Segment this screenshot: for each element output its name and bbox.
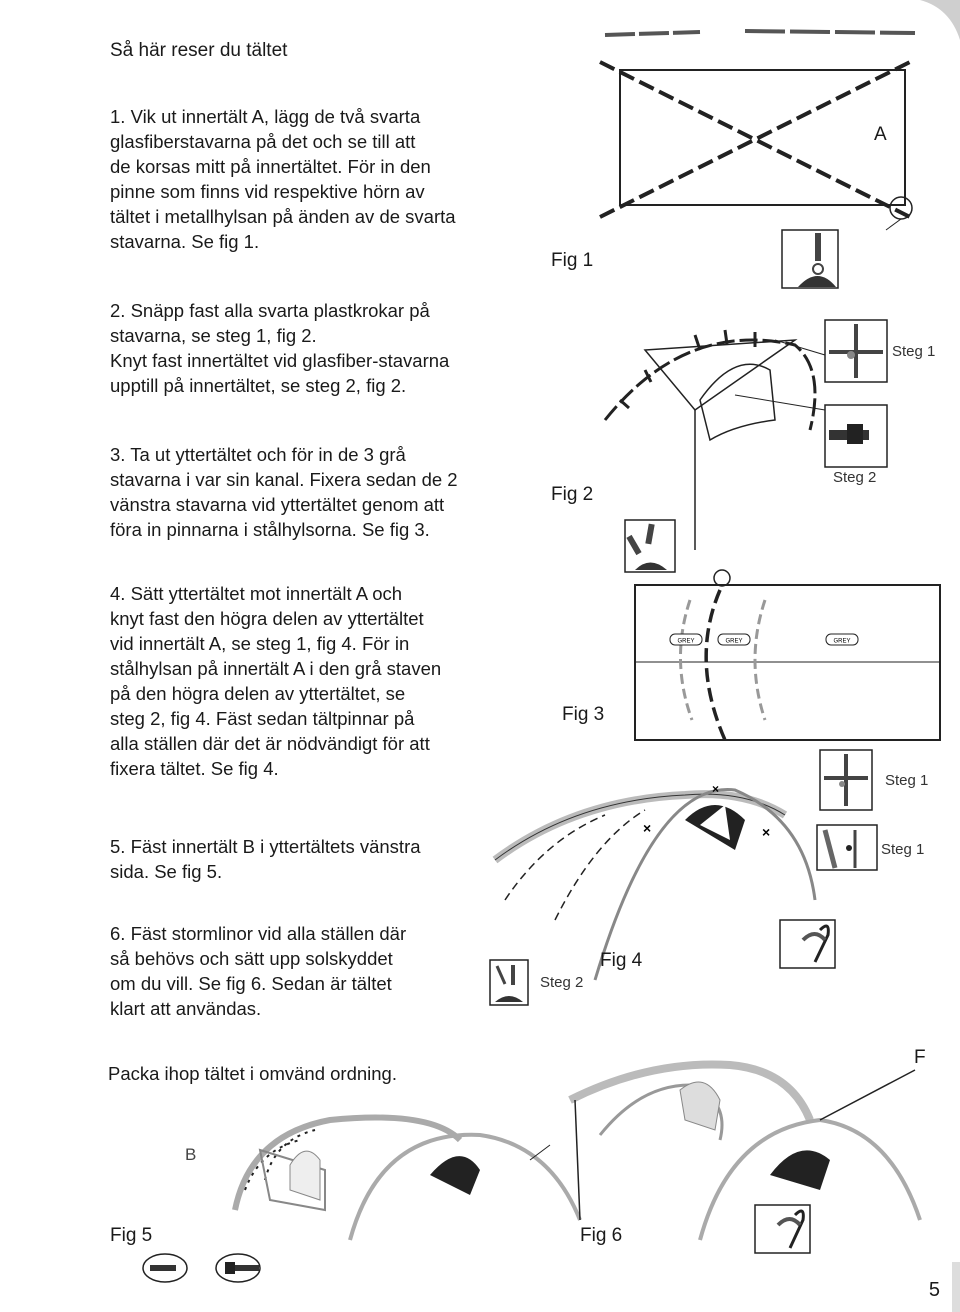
- fig-2-label: Fig 2: [551, 484, 594, 505]
- step-1-line: tältet i metallhylsan på änden av de svarta: [110, 206, 456, 227]
- step-2-line: Knyt fast innertältet vid glasfiber-stavarna: [110, 350, 450, 371]
- fig-2-illustration: [585, 300, 955, 580]
- step-4-line: på den högra delen av yttertältet, se: [110, 683, 406, 704]
- fig-4-step-1-label: Steg 1: [881, 841, 925, 858]
- fig-2-step-1-label: Steg 1: [892, 343, 936, 360]
- step-1-line: 1. Vik ut innertält A, lägg de två svarta: [110, 106, 421, 127]
- step-3-line: stavarna i var sin kanal. Fixera sedan de 2: [110, 469, 458, 490]
- step-6-line: 6. Fäst stormlinor vid alla ställen där: [110, 923, 407, 944]
- page-number: 5: [928, 1279, 940, 1301]
- step-4-line: vid innertält A, se steg 1, fig 4. För in: [110, 633, 410, 654]
- fig-3-step-1-label: Steg 1: [885, 772, 929, 789]
- step-6-line: så behövs och sätt upp solskyddet: [110, 948, 393, 969]
- label-inner-tent-b: B: [185, 1145, 197, 1164]
- step-3-line: 3. Ta ut yttertältet och för in de 3 grå: [110, 444, 406, 465]
- fig-4-label: Fig 4: [600, 950, 643, 971]
- fig-3-label: Fig 3: [562, 704, 605, 725]
- step-2-line: 2. Snäpp fast alla svarta plastkrokar på: [110, 300, 430, 321]
- step-4-line: 4. Sätt yttertältet mot innertält A och: [110, 583, 403, 604]
- step-6-line: om du vill. Se fig 6. Sedan är tältet: [110, 973, 392, 994]
- grey-tag-text: GREY: [833, 638, 851, 645]
- label-inner-tent-a: A: [874, 124, 887, 145]
- step-4-line: fixera tältet. Se fig 4.: [110, 758, 279, 779]
- fig-4-step-2-label: Steg 2: [540, 974, 584, 991]
- step-3-line: föra in pinnarna i stålhylsorna. Se fig 3.: [110, 519, 430, 540]
- svg-text:×: ×: [712, 782, 720, 796]
- fig-6-label: Fig 6: [580, 1225, 623, 1246]
- grey-tag: [670, 634, 702, 645]
- step-4-line: knyt fast den högra delen av yttertältet: [110, 608, 424, 629]
- svg-text:×: ×: [762, 824, 771, 840]
- step-1-line: pinne som finns vid respektive hörn av: [110, 181, 425, 202]
- fig-1-label: Fig 1: [551, 250, 594, 271]
- fig-1-illustration: [590, 25, 930, 295]
- svg-text:×: ×: [643, 820, 652, 836]
- step-4-line: stålhylsan på innertält A i den grå staven: [110, 658, 442, 679]
- label-sunshade-f: F: [914, 1047, 926, 1068]
- step-2-line: upptill på innertältet, se steg 2, fig 2.: [110, 375, 407, 396]
- fig-5-6-illustration: [130, 1040, 930, 1290]
- fig-2-step-2-label: Steg 2: [833, 469, 877, 486]
- step-3-line: vänstra stavarna vid yttertältet genom att: [110, 494, 445, 515]
- step-4-line: steg 2, fig 4. Fäst sedan tältpinnar på: [110, 708, 415, 729]
- step-1-line: stavarna. Se fig 1.: [110, 231, 260, 252]
- step-5-line: 5. Fäst innertält B i yttertältets vänstra: [110, 836, 421, 857]
- page-edge-bar: [952, 1262, 960, 1312]
- grey-tag: [718, 634, 750, 645]
- closing-note: Packa ihop tältet i omvänd ordning.: [108, 1063, 397, 1084]
- step-1-line: glasfiberstavarna på det och se till att: [110, 131, 416, 152]
- fig-5-label: Fig 5: [110, 1225, 153, 1246]
- page-heading: Så här reser du tältet: [110, 40, 288, 61]
- grey-tag: [826, 634, 858, 645]
- step-2-line: stavarna, se steg 1, fig 2.: [110, 325, 317, 346]
- step-5-line: sida. Se fig 5.: [110, 861, 223, 882]
- step-4-line: alla ställen där det är nödvändigt för att: [110, 733, 430, 754]
- grey-tag-text: GREY: [677, 638, 695, 645]
- grey-tag-text: GREY: [725, 638, 743, 645]
- step-1-line: de korsas mitt på innertältet. För in den: [110, 156, 431, 177]
- step-6-line: klart att användas.: [110, 998, 262, 1019]
